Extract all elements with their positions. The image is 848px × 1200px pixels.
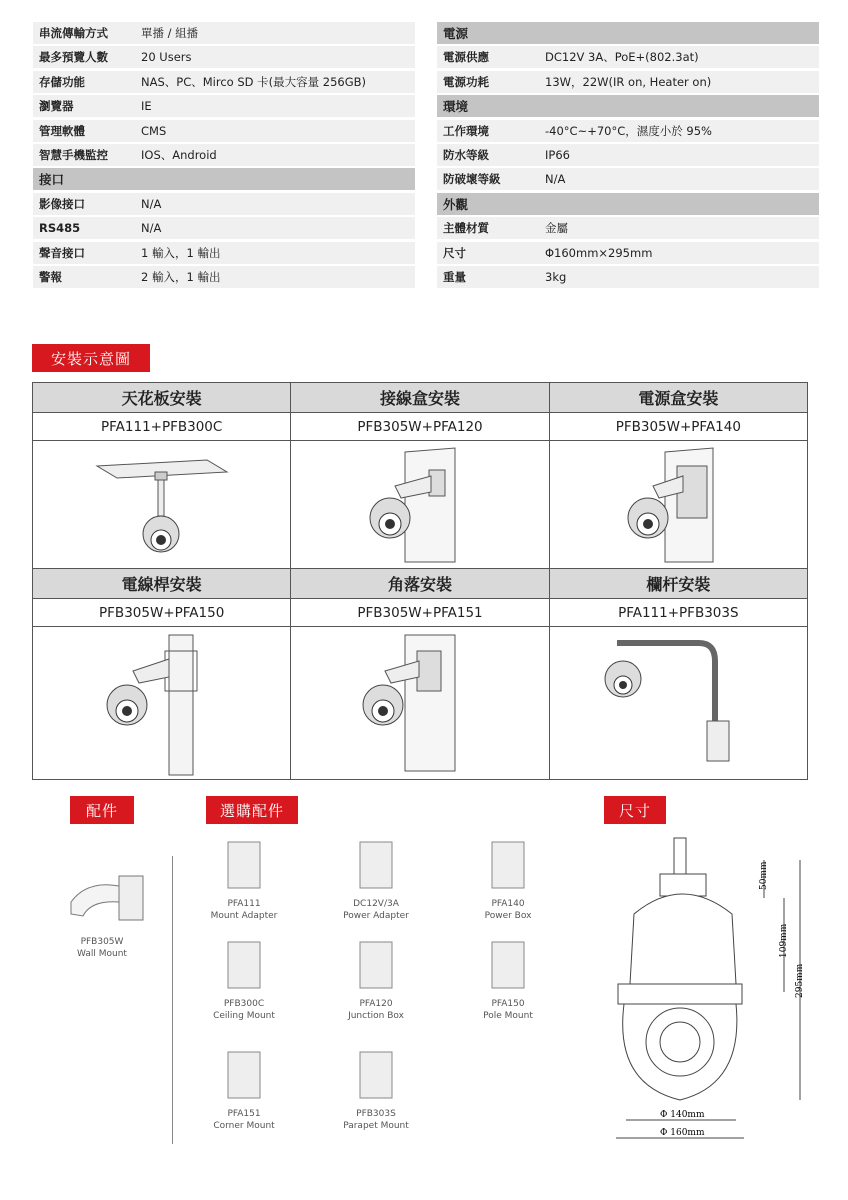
spec-value: DC12V 3A、PoE+(802.3at) [545,50,699,65]
accessory-image [478,836,538,894]
accessory-image [346,936,406,994]
dim-160: Φ 160mm [660,1128,705,1138]
accessory-code: PFA111 [227,899,261,909]
dimension-drawing [604,834,820,1144]
spec-section-header: 外觀 [437,193,819,215]
install-model: PFA111+PFB300C [33,413,290,441]
wall-mount-image [57,872,147,932]
optional-accessory-item [458,936,558,1022]
spec-section-header: 電源 [437,22,819,44]
install-row-1 [33,383,807,569]
install-junction [291,383,549,569]
spec-key: 電源供應 [443,50,489,65]
spec-value: Φ160mm×295mm [545,245,653,260]
accessory-code: PFA150 [491,999,525,1009]
spec-value: IP66 [545,147,570,162]
accessory-image [214,936,274,994]
install-pole [33,569,291,780]
spec-section-header: 環境 [437,95,819,117]
accessory-code: PFB300C [223,999,265,1009]
accessory-image [214,836,274,894]
install-parapet [550,569,807,780]
install-model: PFB305W+PFA150 [33,599,290,627]
accessory-name: Pole Mount [483,1011,533,1021]
optional-accessory-item [194,936,294,1022]
install-title: 欄杆安裝 [550,569,807,599]
accessory-code: DC12V/3A [353,899,399,909]
spec-value: 13W，22W(IR on, Heater on) [545,74,712,89]
spec-row [33,193,415,215]
install-title: 天花板安裝 [33,383,290,413]
spec-value: NAS、PC、Mirco SD 卡(最大容量 256GB) [141,74,367,89]
spec-key: 最多預覽人數 [39,50,108,65]
accessory-name: Power Adapter [343,911,409,921]
install-row-2 [33,569,807,780]
optional-accessory-item [194,836,294,922]
accessory-name: Wall Mount [77,949,127,959]
install-grid [32,382,808,780]
spec-row [33,144,415,166]
install-model: PFA111+PFB303S [550,599,807,627]
accessory-wall-mount [50,872,154,960]
spec-row [437,266,819,288]
optional-accessory-item [326,836,426,922]
accessory-name: Mount Adapter [210,911,278,921]
junction-box-illustration [291,441,548,569]
accessory-name: Junction Box [348,1011,404,1021]
accessory-divider [172,856,173,1144]
accessory-image [346,1046,406,1104]
spec-key: 工作環境 [443,123,489,138]
install-title: 接線盒安裝 [291,383,548,413]
spec-key: 警報 [39,269,62,284]
install-ceiling [33,383,291,569]
spec-value: 2 輸入，1 輸出 [141,269,221,284]
optional-accessory-item [326,936,426,1022]
spec-key: 串流傳輸方式 [39,26,108,40]
spec-value: IOS、Android [141,147,217,162]
accessory-code: PFB305W [80,937,124,947]
accessory-code: PFA151 [227,1109,261,1119]
spec-row [33,120,415,142]
spec-value: 3kg [545,269,567,284]
spec-value: -40°C~+70°C，濕度小於 95% [545,123,712,138]
ceiling-mount-illustration [33,441,290,569]
spec-row [33,71,415,93]
install-model: PFB305W+PFA140 [550,413,807,441]
accessory-code: PFA120 [359,999,393,1009]
accessory-code: PFA140 [491,899,525,909]
install-title: 電源盒安裝 [550,383,807,413]
install-diagram-label: 安裝示意圖 [32,344,150,372]
spec-row [33,242,415,264]
spec-row [437,217,819,239]
accessory-name: Power Box [484,911,532,921]
spec-value: 單播 / 組播 [141,26,199,40]
dim-295: 295mm [795,963,805,998]
dim-140: Φ 140mm [660,1110,705,1120]
spec-row [33,217,415,239]
accessory-image [346,836,406,894]
optional-accessory-item [194,1046,294,1132]
spec-row [33,95,415,117]
spec-key: 防破壞等級 [443,172,501,187]
spec-key: 影像接口 [39,196,85,211]
dim-109: 109mm [779,923,789,958]
spec-key: 防水等級 [443,147,489,162]
install-title: 電線桿安裝 [33,569,290,599]
accessory-label: 配件 [70,796,134,824]
parapet-mount-illustration [550,627,807,780]
spec-value: N/A [545,172,566,187]
spec-table-left [33,22,415,290]
spec-value: N/A [141,221,162,236]
spec-row [437,120,819,142]
spec-value: 20 Users [141,50,192,65]
spec-key: 電源功耗 [443,74,489,89]
spec-row [33,46,415,68]
install-powerbox [550,383,807,569]
pole-mount-illustration [33,627,290,780]
install-model: PFB305W+PFA120 [291,413,548,441]
spec-value: N/A [141,196,162,211]
optional-accessory-label: 選購配件 [206,796,298,824]
spec-key: 智慧手機監控 [39,147,108,162]
spec-row [437,71,819,93]
spec-key: 尺寸 [443,245,466,260]
power-box-illustration [550,441,807,569]
spec-key: 重量 [443,269,466,284]
spec-key: 聲音接口 [39,245,85,260]
accessory-image [214,1046,274,1104]
spec-section-header: 接口 [33,168,415,190]
accessory-name: Parapet Mount [343,1121,409,1131]
spec-value: CMS [141,123,167,138]
install-title: 角落安裝 [291,569,548,599]
spec-row [437,242,819,264]
spec-key: 存儲功能 [39,74,85,89]
spec-key: 主體材質 [443,221,489,236]
dim-50: 50mm [759,861,769,890]
spec-value: 1 輸入，1 輸出 [141,245,221,260]
spec-row [437,46,819,68]
accessory-name: Ceiling Mount [213,1011,275,1021]
spec-key: 管理軟體 [39,123,85,138]
corner-mount-illustration [291,627,548,780]
install-corner [291,569,549,780]
spec-row [437,168,819,190]
optional-accessory-item [326,1046,426,1132]
optional-accessory-item [458,836,558,922]
accessory-code: PFB303S [356,1109,396,1119]
spec-key: RS485 [39,221,81,236]
spec-value: IE [141,99,152,114]
spec-value: 金屬 [545,221,568,236]
install-model: PFB305W+PFA151 [291,599,548,627]
accessory-name: Corner Mount [213,1121,275,1131]
spec-key: 瀏覽器 [39,99,74,114]
spec-row [33,266,415,288]
spec-row [437,144,819,166]
spec-table-right [437,22,819,290]
dimension-label: 尺寸 [604,796,666,824]
accessory-image [478,936,538,994]
spec-row [33,22,415,44]
